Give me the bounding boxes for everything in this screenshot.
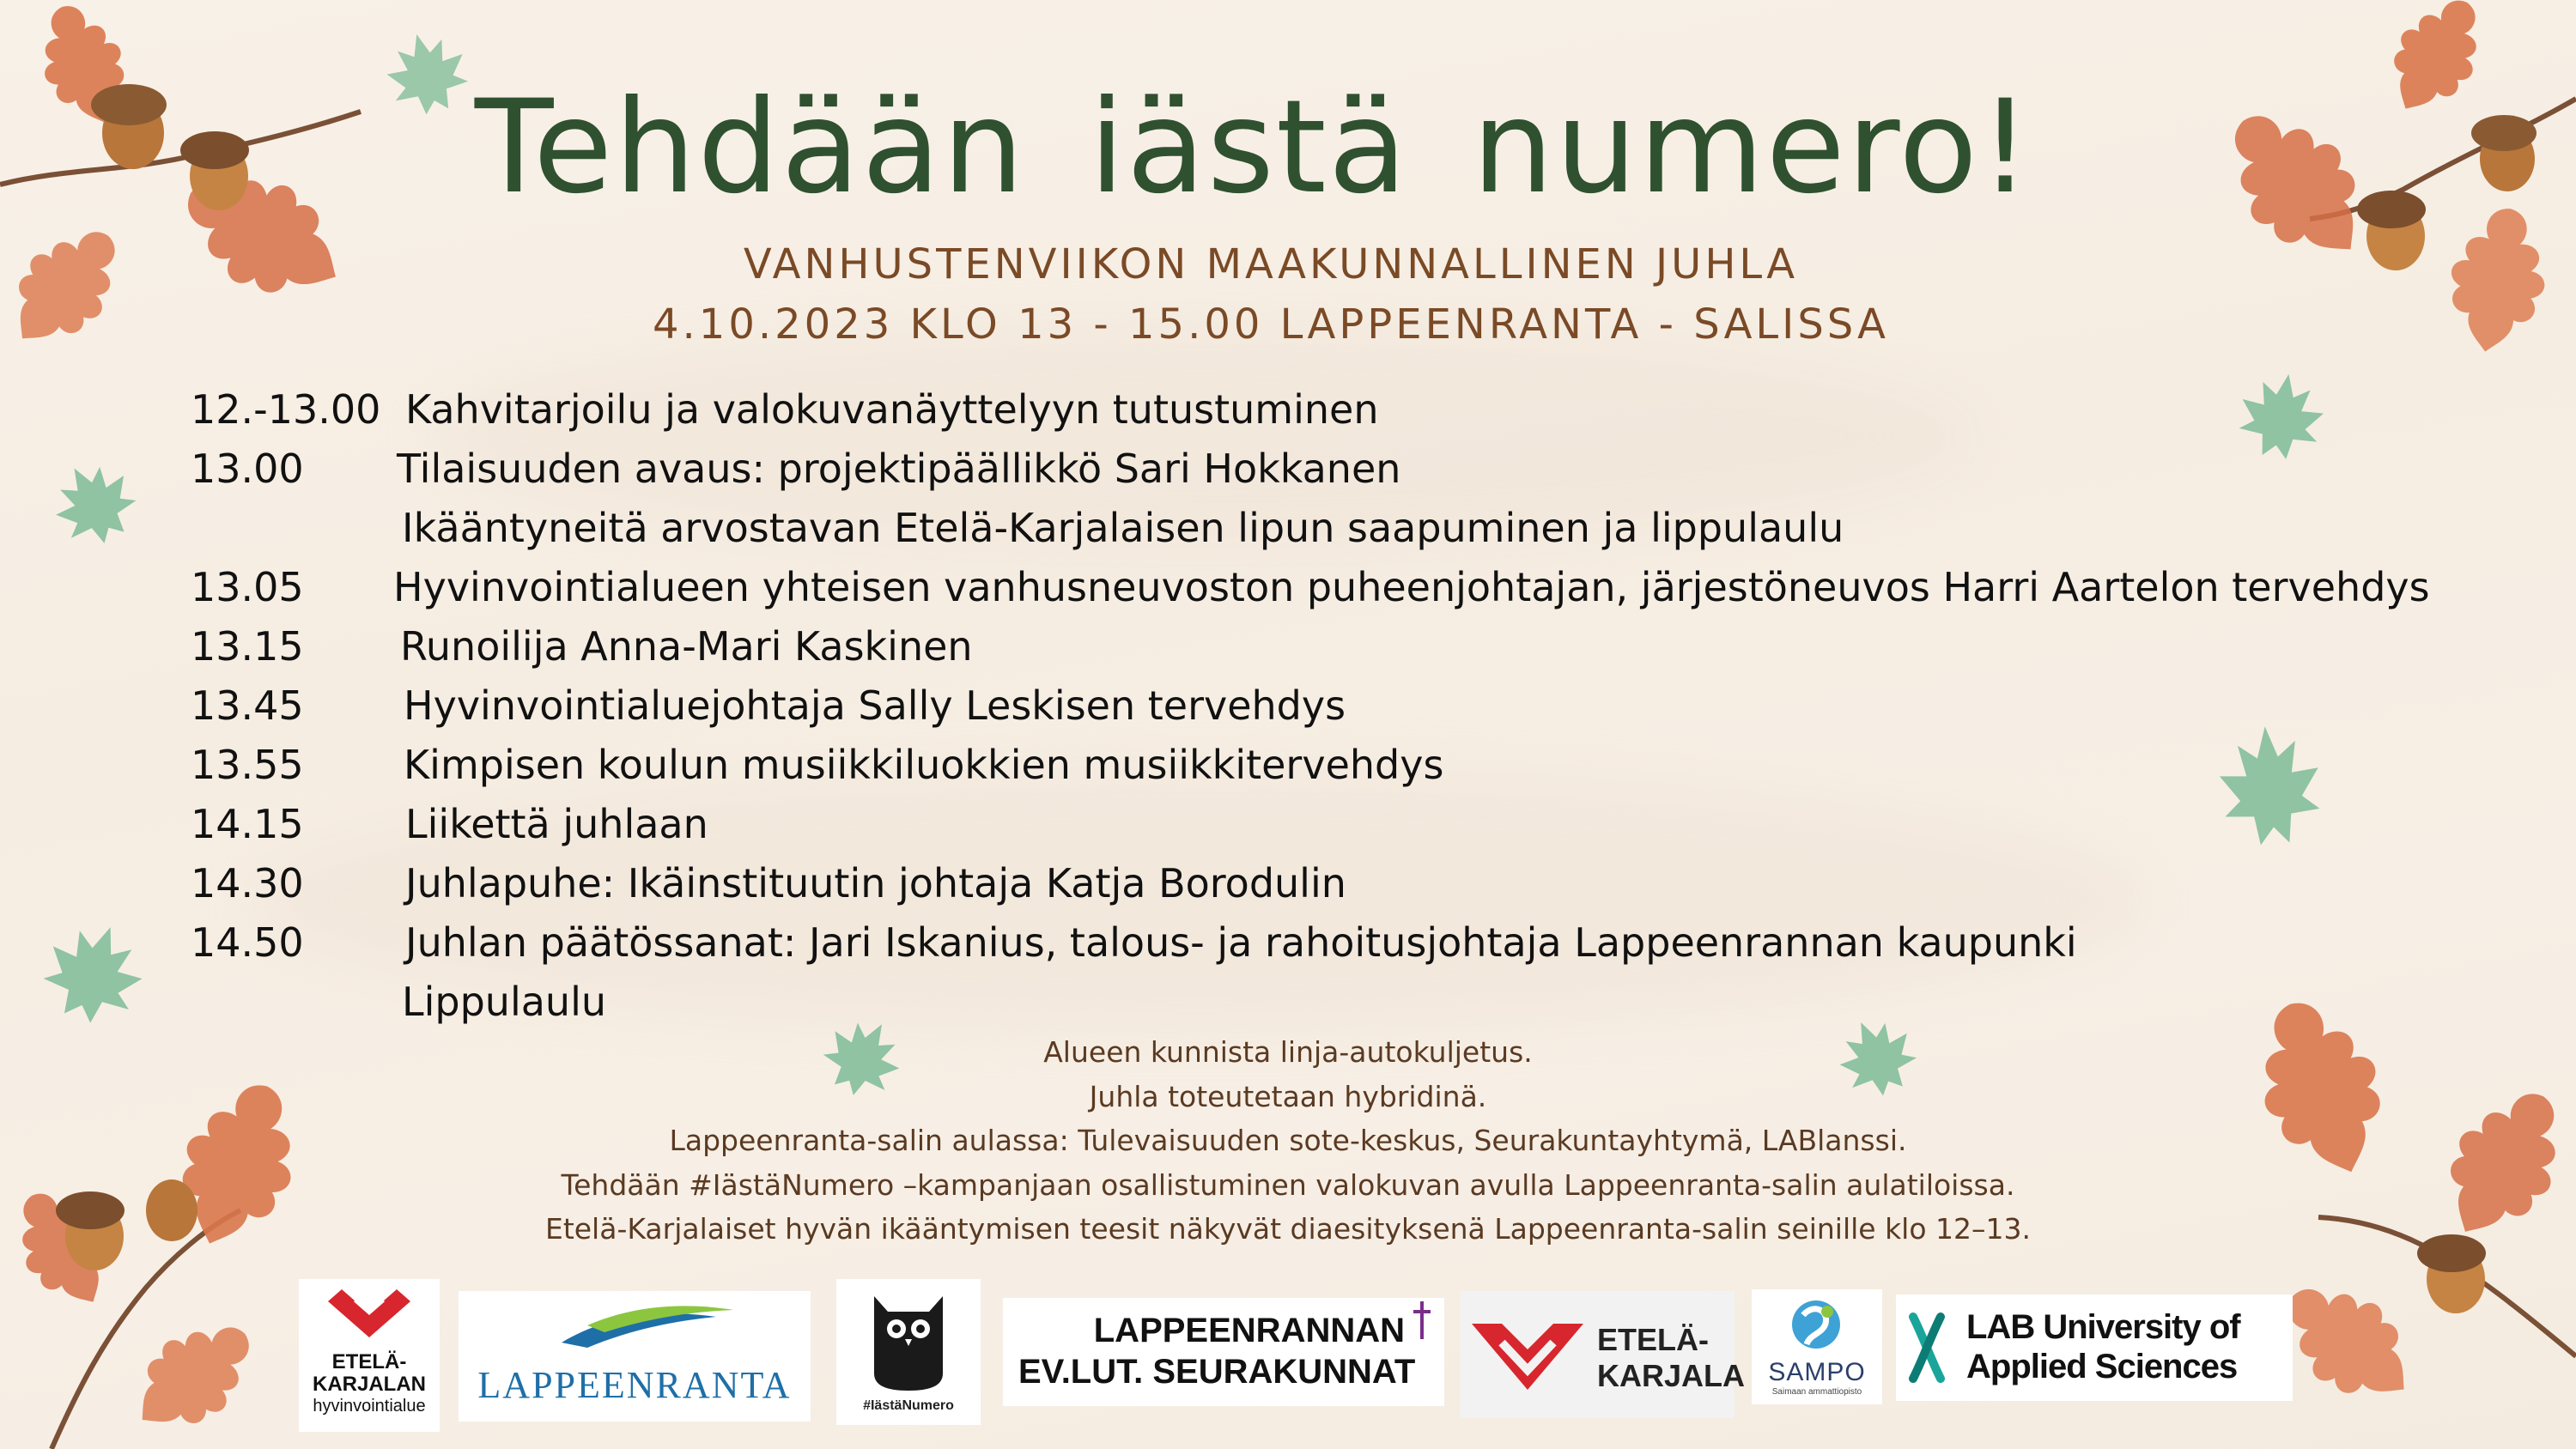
cross-icon <box>1412 1301 1432 1339</box>
logo-text: ETELÄ- <box>1597 1322 1709 1357</box>
lappeenrannan-seurakunnat-logo <box>1003 1298 1444 1406</box>
etela-karjalan-hyvinvointialue-logo <box>299 1279 440 1432</box>
logo-text: ETELÄ- <box>331 1350 407 1373</box>
program-item: Lippulaulu <box>402 979 607 1025</box>
hyvinvointialue-heart-icon <box>299 1279 440 1348</box>
logo-text: SAMPO <box>1768 1358 1866 1386</box>
logo-text: #IästäNumero <box>863 1398 954 1413</box>
program-item: Kahvitarjoilu ja valokuvanäyttelyyn tutustuminen <box>405 386 1379 433</box>
lappeenranta-wave-icon <box>459 1291 811 1360</box>
program-item: Hyvinvointialuejohtaja Sally Leskisen tervehdys <box>404 682 1346 729</box>
logo-text: LAB University of <box>1966 1308 2240 1346</box>
logo-text: KARJALA <box>1597 1358 1746 1393</box>
program-time: 12.-13.00 <box>191 386 381 433</box>
program-time: 14.15 <box>191 801 304 847</box>
program-item: Juhlapuhe: Ikäinstituutin johtaja Katja Borodulin <box>405 860 1346 906</box>
iastanumero-logo <box>836 1279 981 1425</box>
event-date-location: 4.10.2023 KLO 13 - 15.00 LAPPEENRANTA - SALISSA <box>653 300 1889 349</box>
green-leaf <box>34 455 163 567</box>
logo-text: KARJALAN <box>313 1373 426 1396</box>
etela-karjala-heart-icon <box>1463 1308 1592 1403</box>
sampo-logo <box>1752 1289 1882 1404</box>
event-notes <box>0 1030 2576 1252</box>
program-time: 13.55 <box>191 742 304 788</box>
sampo-emblem-icon <box>1786 1294 1846 1355</box>
program-item: Liikettä juhlaan <box>405 801 708 847</box>
note-line: Lappeenranta-salin aulassa: Tulevaisuuden sote-keskus, Seurakuntayhtymä, LABlanssi. <box>669 1124 1907 1157</box>
logo-text: LAPPEENRANTA <box>477 1364 792 1406</box>
program-item: Kimpisen koulun musiikkiluokkien musiikkitervehdys <box>404 742 1444 788</box>
note-line: Tehdään #IästäNumero –kampanjaan osallistuminen valokuvan avulla Lappeenranta-salin aulatiloissa. <box>561 1167 2015 1202</box>
program-time: 13.00 <box>191 446 304 492</box>
program-item: Runoilija Anna-Mari Kaskinen <box>400 623 973 670</box>
program-item: Juhlan päätössanat: Jari Iskanius, talous- ja rahoitusjohtaja Lappeenrannan kaupunki <box>405 919 2077 966</box>
logo-text: hyvinvointialue <box>313 1397 426 1416</box>
event-subtitle: VANHUSTENVIIKON MAAKUNNALLINEN JUHLA <box>743 240 1799 288</box>
note-line: Alueen kunnista linja-autokuljetus. <box>1043 1035 1533 1069</box>
lab-x-icon <box>1908 1312 1946 1384</box>
etela-karjala-logo <box>1460 1291 1746 1418</box>
note-line: Juhla toteutetaan hybridinä. <box>1089 1079 1487 1113</box>
page-title: Tehdään iästä numero! <box>474 73 2033 222</box>
program-item: Hyvinvointialueen yhteisen vanhusneuvoston puheenjohtajan, järjestöneuvos Harri Aartelon tervehdys <box>393 564 2430 610</box>
program-item: Tilaisuuden avaus: projektipäällikkö Sari Hokkanen <box>397 446 1401 492</box>
program-time: 13.15 <box>191 623 304 670</box>
program-time: 13.05 <box>191 564 304 610</box>
logo-tagline: Saimaan ammattiopisto <box>1771 1387 1862 1397</box>
owl-icon <box>836 1279 981 1395</box>
program-time: 13.45 <box>191 682 304 729</box>
logo-text: Applied Sciences <box>1966 1348 2238 1385</box>
green-leaf <box>2215 721 2327 876</box>
lab-university-logo <box>1896 1294 2293 1401</box>
note-line: Etelä-Karjalaiset hyvän ikääntymisen teesit näkyvät diaesityksenä Lappeenranta-salin seinille klo 12–13. <box>544 1212 2032 1246</box>
green-leaf <box>13 919 167 1047</box>
logo-text: LAPPEENRANNAN <box>1093 1312 1405 1349</box>
green-leaf <box>2207 369 2353 481</box>
lappeenranta-logo <box>459 1291 811 1422</box>
program-time: 14.50 <box>191 919 304 966</box>
program-item: Ikääntyneitä arvostavan Etelä-Karjalaisen lipun saapuminen ja lippulaulu <box>402 505 1844 551</box>
program-time: 14.30 <box>191 860 304 906</box>
logo-text: EV.LUT. SEURAKUNNAT <box>1018 1353 1416 1391</box>
